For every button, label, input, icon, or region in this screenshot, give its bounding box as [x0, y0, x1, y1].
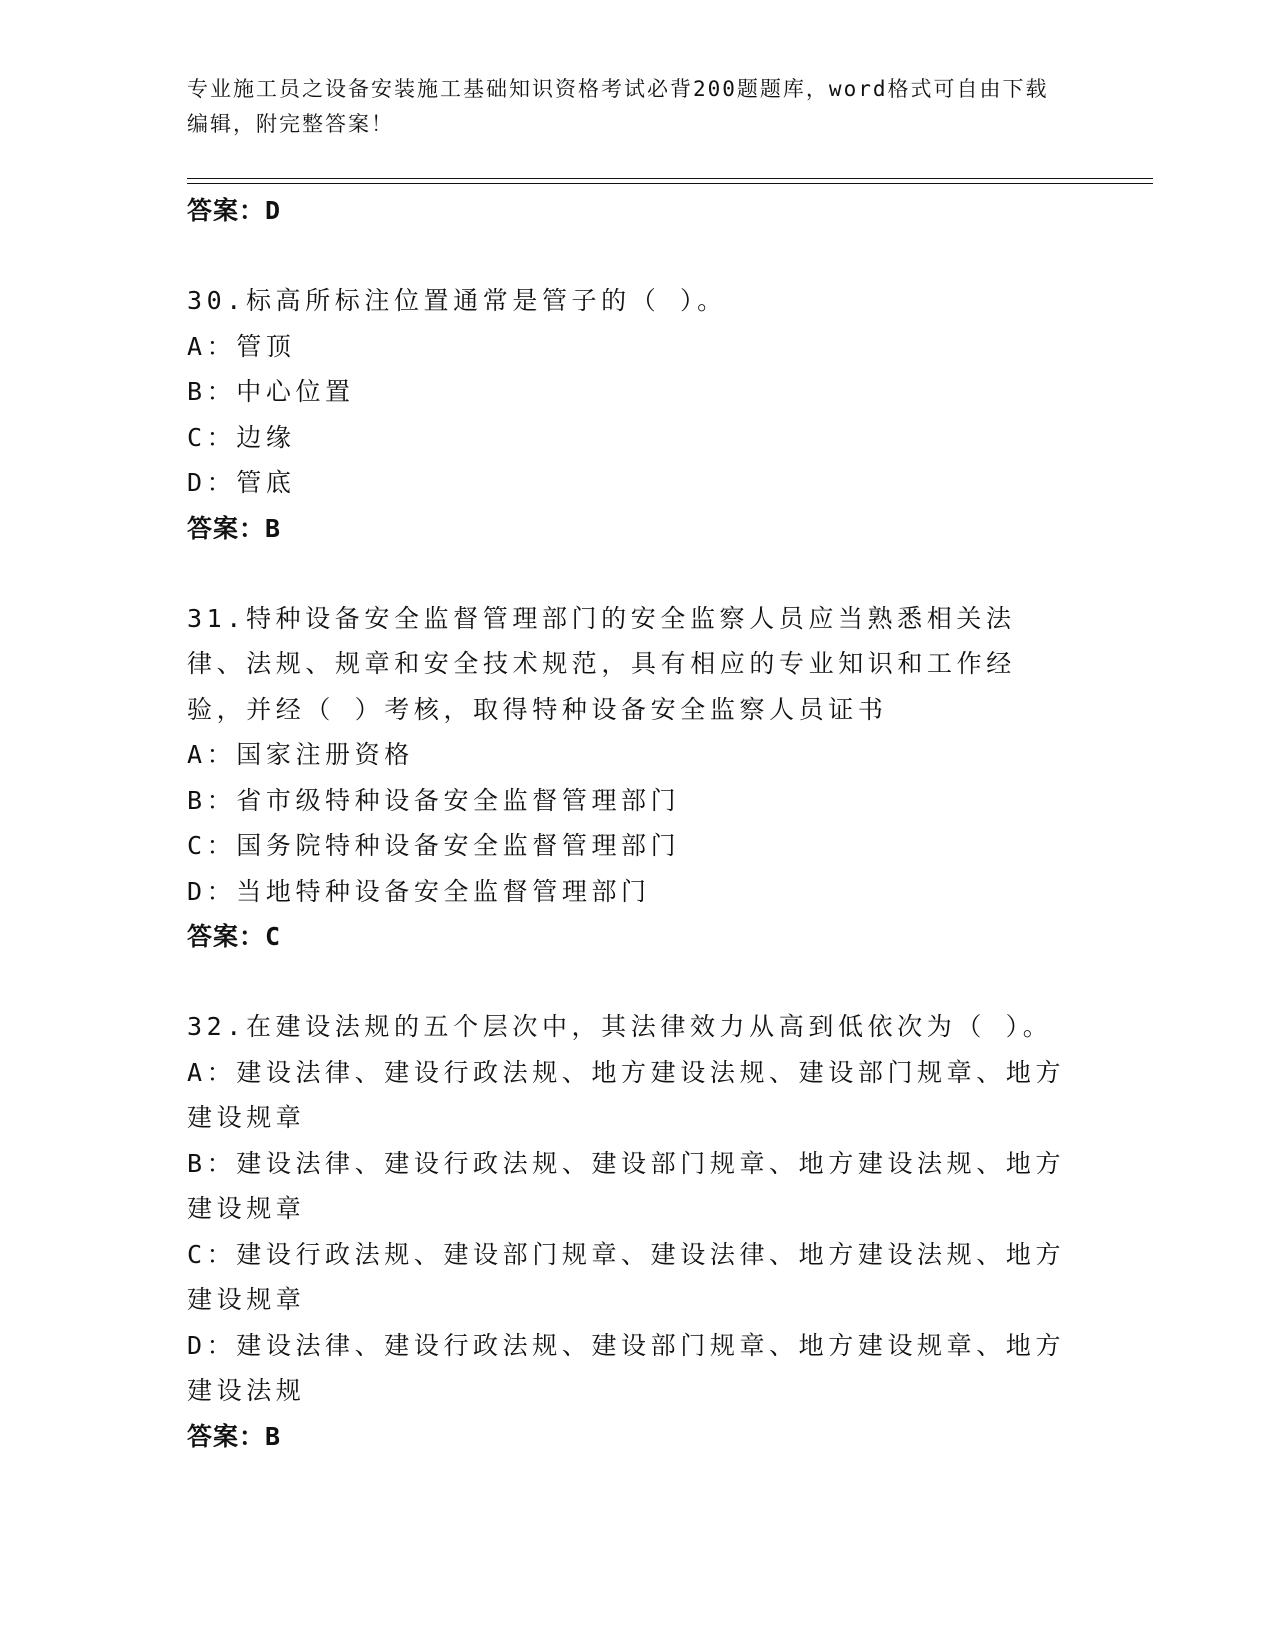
option-c: C：建设行政法规、建设部门规章、建设法律、地方建设法规、地方建设规章: [187, 1239, 1066, 1314]
option-b: B：省市级特种设备安全监督管理部门: [187, 785, 681, 815]
option-c: C：国务院特种设备安全监督管理部门: [187, 831, 681, 860]
option-a: A：建设法律、建设行政法规、地方建设法规、建设部门规章、地方建设规章: [187, 1057, 1066, 1132]
header-rule-top: [187, 178, 1153, 179]
option-d: D：建设法律、建设行政法规、建设部门规章、地方建设规章、地方建设法规: [187, 1330, 1066, 1405]
option-d: D：管底: [187, 468, 296, 497]
question-text: 31.特种设备安全监督管理部门的安全监察人员应当熟悉相关法律、法规、规章和安全技术规范，具有相应的专业知识和工作经验，并经（ ）考核，取得特种设备安全监察人员证书: [187, 603, 1016, 724]
question-text: 30.标高所标注位置通常是管子的（ ）。: [187, 286, 727, 315]
option-d: D：当地特种设备安全监督管理部门: [187, 876, 651, 906]
option-b: B：建设法律、建设行政法规、建设部门规章、地方建设法规、地方建设规章: [187, 1148, 1066, 1223]
document-body: [187, 188, 1067, 1460]
option-b: B：中心位置: [187, 377, 355, 406]
previous-answer: 答案：D: [187, 196, 282, 225]
answer: 答案：C: [187, 922, 282, 951]
option-a: A：国家注册资格: [187, 740, 414, 769]
answer: 答案：B: [187, 1421, 282, 1451]
header-rule-bottom: [187, 183, 1153, 184]
page-header: 专业施工员之设备安装施工基础知识资格考试必背200题题库，word格式可自由下载编辑，附完整答案！: [187, 77, 1049, 136]
question-30: [187, 278, 1067, 552]
question-32: [187, 1004, 1067, 1460]
option-a: A：管顶: [187, 331, 296, 361]
question-31: [187, 596, 1067, 961]
option-c: C：边缘: [187, 422, 296, 452]
answer: 答案：B: [187, 513, 282, 543]
question-text: 32.在建设法规的五个层次中，其法律效力从高到低依次为（ ）。: [187, 1012, 1053, 1041]
